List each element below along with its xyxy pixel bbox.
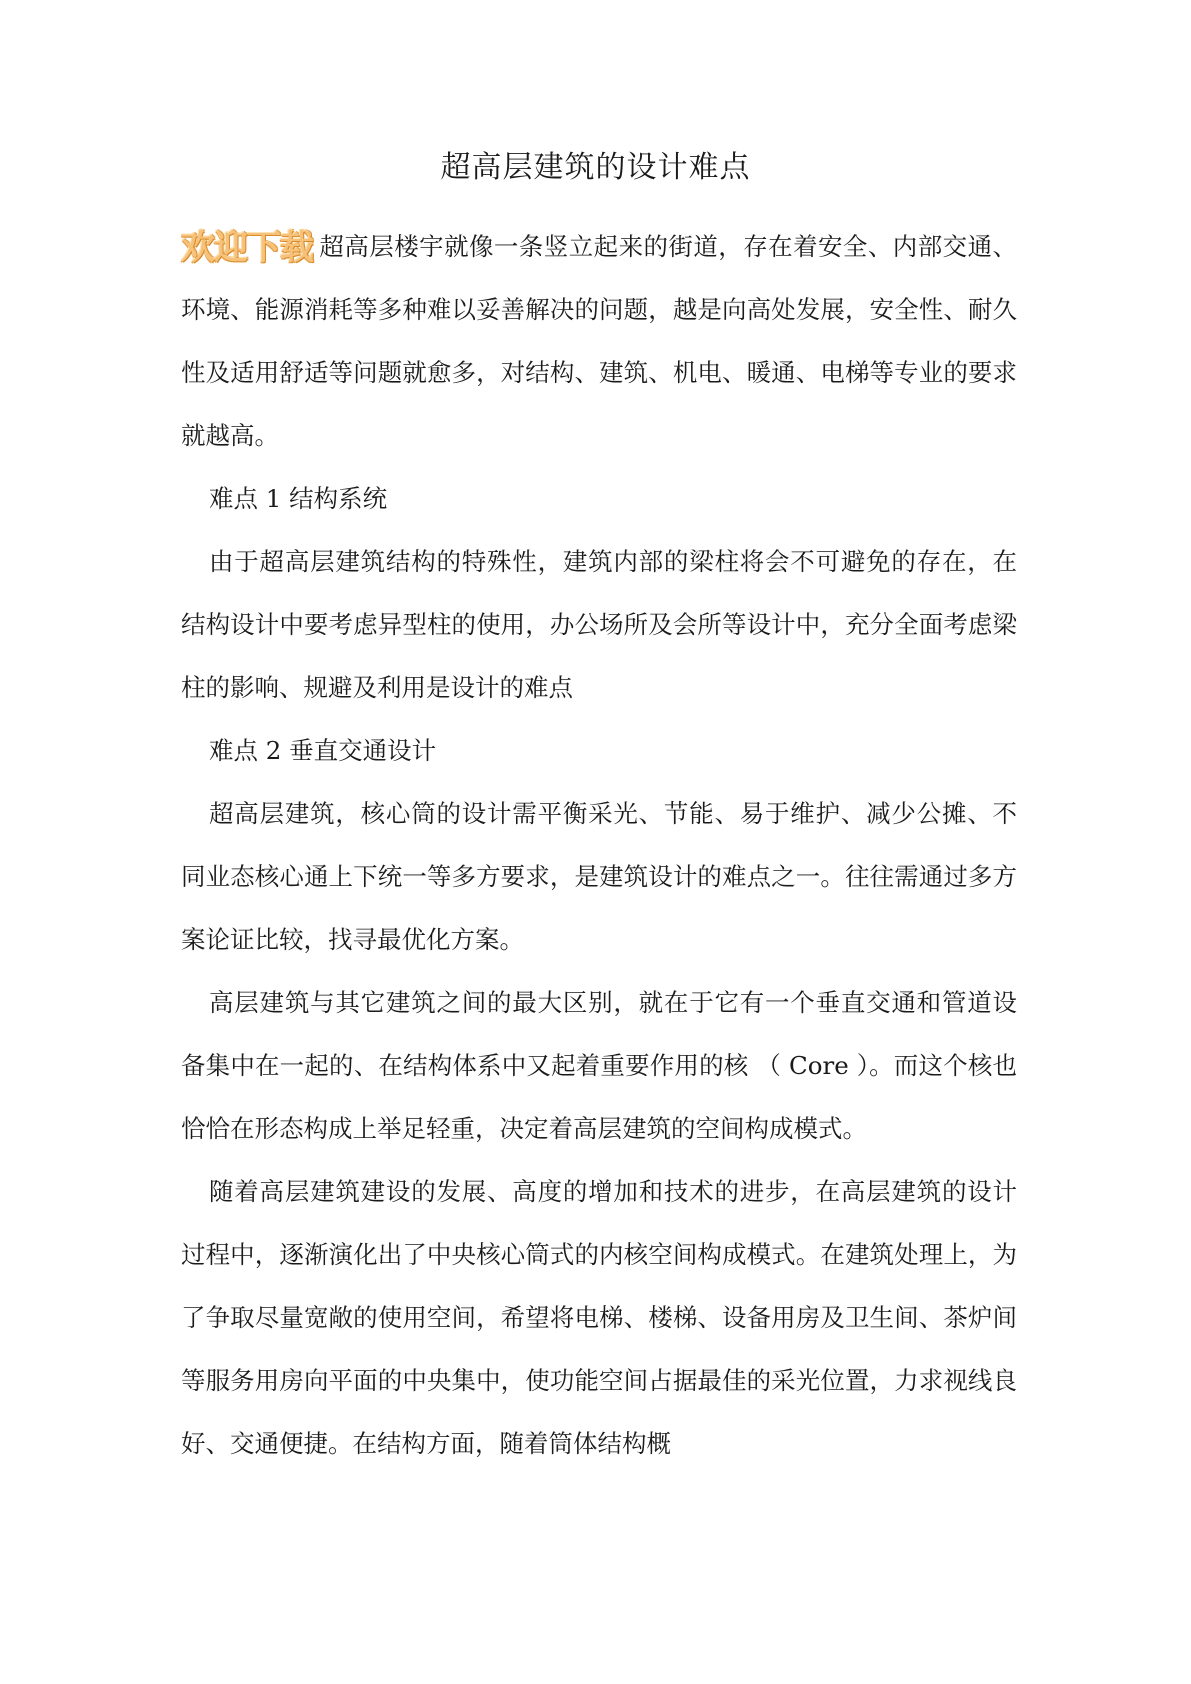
welcome-download-logo: 欢迎下载 [181, 228, 313, 268]
section-heading-structure: 难点 1 结构系统 [209, 484, 388, 513]
core-design-paragraph: 超高层建筑，核心筒的设计需平衡采光、节能、易于维护、减少公摊、不同业态核心通上下统一等多方要求，是建筑设计的难点之一。往往需通过多方案论证比较，找寻最优化方案。 [181, 799, 1017, 954]
intro-paragraph [181, 215, 1017, 467]
document-body [181, 215, 1017, 1475]
core-evolution-paragraph: 随着高层建筑建设的发展、高度的增加和技术的进步，在高层建筑的设计过程中，逐渐演化出了中央核心筒式的内核空间构成模式。在建筑处理上，为了争取尽量宽敞的使用空间，希望将电梯、楼梯、设备用房及卫生间、茶炉间等服务用房向平面的中央集中，使功能空间占据最佳的采光位置，力求视线良好、交通便捷。在结构方面，随着筒体结构概 [181, 1177, 1017, 1458]
core-definition-paragraph: 高层建筑与其它建筑之间的最大区别，就在于它有一个垂直交通和管道设备集中在一起的、在结构体系中又起着重要作用的核 （ Core ）。而这个核也恰恰在形态构成上举足轻重，决定着高层建筑的空间构成模式。 [181, 988, 1017, 1143]
structure-paragraph: 由于超高层建筑结构的特殊性，建筑内部的梁柱将会不可避免的存在，在结构设计中要考虑异型柱的使用，办公场所及会所等设计中，充分全面考虑梁柱的影响、规避及利用是设计的难点 [181, 547, 1017, 702]
section-heading-vertical-transport: 难点 2 垂直交通设计 [209, 736, 437, 765]
intro-paragraph-text: 超高层楼宇就像一条竖立起来的街道，存在着安全、内部交通、环境、能源消耗等多种难以妥善解决的问题，越是向高处发展，安全性、耐久性及适用舒适等问题就愈多，对结构、建筑、机电、暖通、电梯等专业的要求就越高。 [181, 232, 1017, 450]
document-title: 超高层建筑的设计难点 [440, 150, 751, 185]
